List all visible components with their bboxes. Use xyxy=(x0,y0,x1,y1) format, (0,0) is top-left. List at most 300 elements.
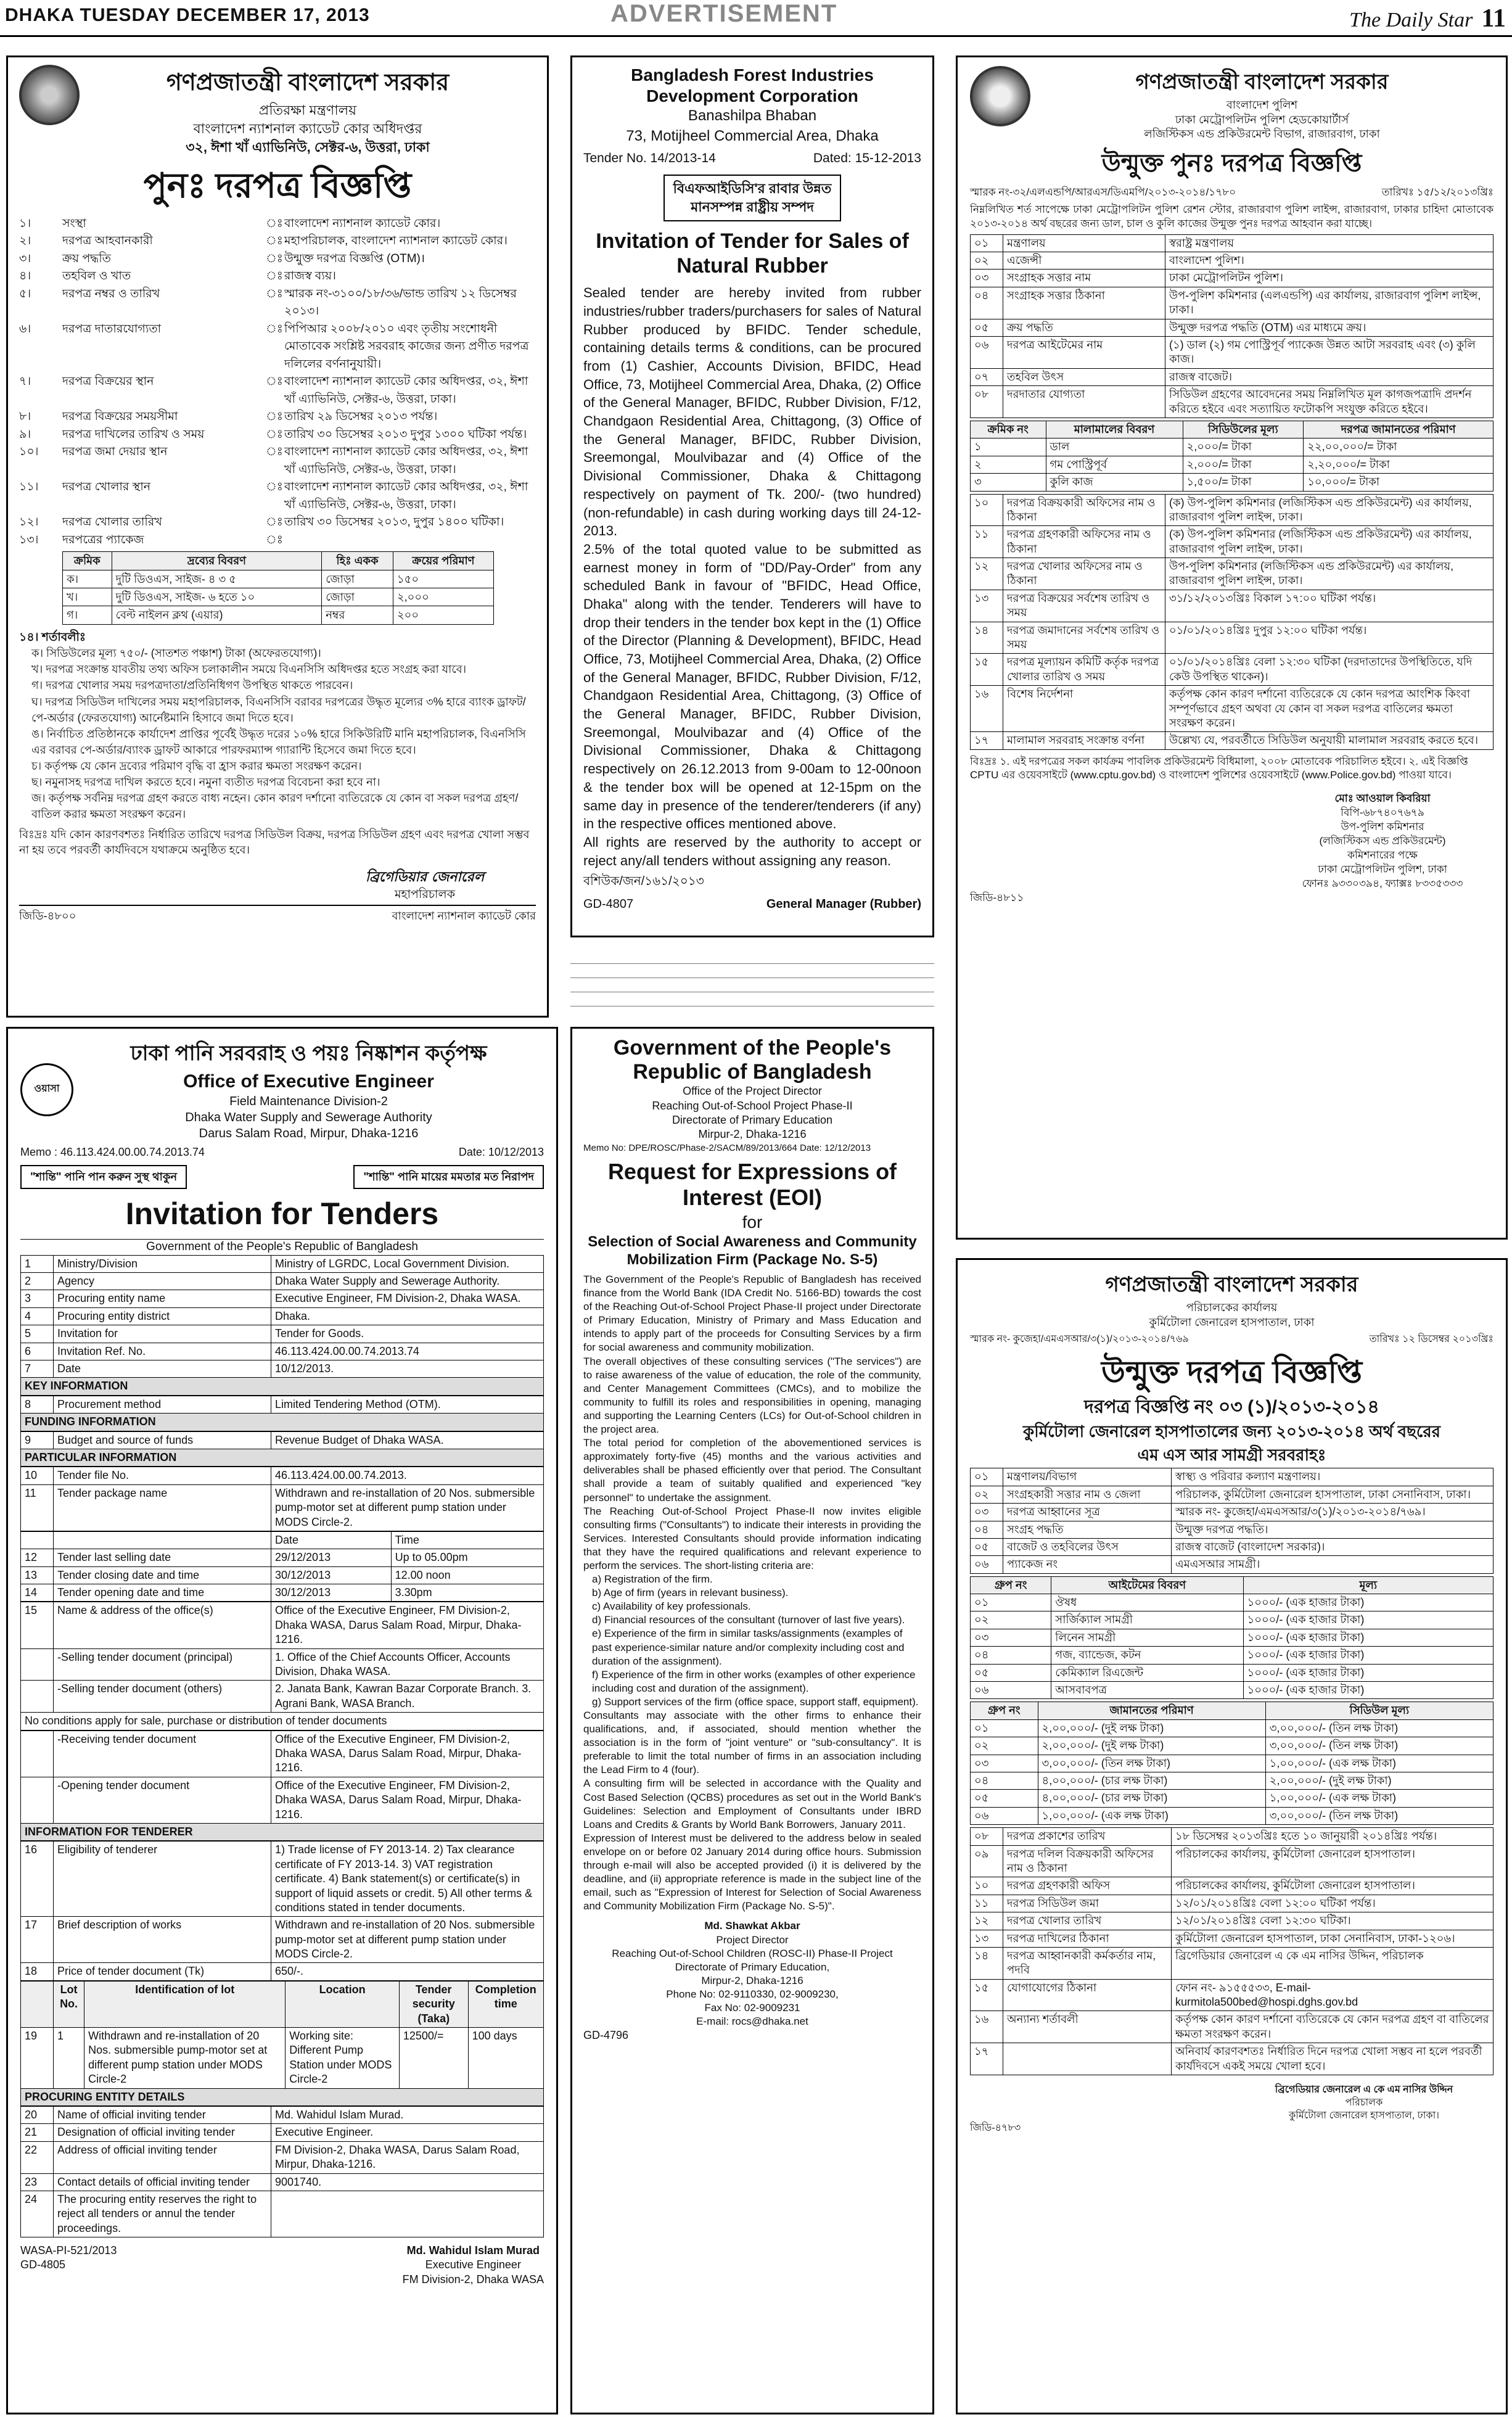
table-row xyxy=(971,336,1494,368)
table-cell: কুলি কাজ xyxy=(1046,474,1183,491)
table-cell: ১২ xyxy=(971,558,1003,590)
row-value xyxy=(284,532,536,549)
terms-list xyxy=(19,645,536,822)
table-cell: দরপত্র আহ্বানের সূত্র xyxy=(1003,1504,1172,1521)
table-header: Completion time xyxy=(468,1981,543,2027)
table-cell: দরপত্র বিক্রয়ের সর্বশেষ তারিখ ও সময় xyxy=(1003,590,1165,622)
table-cell: ১৭ xyxy=(971,732,1003,749)
table-row xyxy=(971,1594,1494,1611)
term-item: জ। কর্তৃপক্ষ সর্বনিম্ন দরপত্র গ্রহণ করতে বাধ্য নহেন। কোন কারণ দর্শানো ব্যতিরেকে যে কোন বা সকল দরপত্র গ্রহণ/বাতিল করার ক্ষমতা সংরক্ষণ করেন। xyxy=(31,792,519,821)
table-cell xyxy=(21,1681,54,1713)
address: 73, Motijheel Commercial Area, Dhaka xyxy=(626,127,879,144)
row-value: মহাপরিচালক, বাংলাদেশ ন্যাশনাল ক্যাডেট কোর। xyxy=(284,234,507,248)
table-cell: 1) Trade license of FY 2013-14. 2) Tax clearance certificate of FY 2013-14. 3) VAT registration certificate. 4) Bank statement(s) or certificate(s) in support of liquid assets or credit. 5) All other terms & conditions stated in tender documents. xyxy=(271,1842,544,1917)
wasa-table-a xyxy=(20,1255,544,1378)
table-cell xyxy=(1003,2043,1172,2075)
gov-title: গণপ্রজাতন্ত্রী বাংলাদেশ সরকার xyxy=(166,70,450,96)
info-row xyxy=(19,479,536,514)
table-cell: 12 xyxy=(21,1549,54,1566)
table-cell: এজেন্সী xyxy=(1003,252,1165,270)
division: Field Maintenance Division-2 xyxy=(229,1095,388,1109)
ad-dmp xyxy=(956,56,1508,1240)
package-cell: ২,০০০ xyxy=(393,588,493,606)
office: পরিচালকের কার্যালয় xyxy=(1186,1301,1278,1314)
table-row xyxy=(21,2141,544,2173)
package-header: ক্রয়ের পরিমাণ xyxy=(393,552,493,570)
table-row xyxy=(21,2106,544,2123)
table-cell: ১ xyxy=(971,438,1046,456)
row-num: ৩। xyxy=(19,252,31,265)
table-cell: ১৫ xyxy=(971,1979,1003,2011)
table-cell: পরিচালকের কার্যালয়, কুর্মিটোলা জেনারেল হাসপাতাল। xyxy=(1172,1845,1494,1877)
table-cell: ০৩ xyxy=(971,1755,1038,1772)
table-cell: ৩ xyxy=(971,474,1046,491)
info-row xyxy=(19,408,536,426)
table-cell: সংগ্রাহক সত্তার ঠিকানা xyxy=(1003,287,1165,319)
table-cell: দরপত্র আহ্বানকারী কর্মকর্তার নাম, পদবি xyxy=(1003,1947,1172,1979)
table-row xyxy=(971,2011,1494,2043)
sign-title: ব্রিগেডিয়ার জেনারেল এ কে এম নাসির উদ্দিন xyxy=(1275,2085,1453,2096)
sign-name: Md. Shawkat Akbar xyxy=(704,1920,800,1932)
department: বাংলাদেশ ন্যাশনাল ক্যাডেট কোর অধিদপ্তর xyxy=(193,120,422,136)
table-cell: Address of official inviting tender xyxy=(54,2141,271,2173)
table-cell: ১০০০/- (এক হাজার টাকা) xyxy=(1243,1629,1493,1646)
package-header: হিঃ একক xyxy=(322,552,393,570)
info-row xyxy=(19,514,536,532)
sec-fund: FUNDING INFORMATION xyxy=(20,1414,544,1431)
info-row xyxy=(19,250,536,268)
table-row xyxy=(971,287,1494,319)
police-emblem-icon xyxy=(970,66,1030,126)
table-cell: রাজস্ব বাজেট (বাংলাদেশ সরকার)। xyxy=(1172,1538,1494,1555)
table-cell: ১২ xyxy=(971,1912,1003,1930)
table-cell: 2 xyxy=(21,1273,54,1290)
table-cell: ১৩ xyxy=(971,590,1003,622)
info-rows xyxy=(19,215,536,549)
table-row xyxy=(971,1682,1494,1699)
title-2: দরপত্র বিজ্ঞপ্তি নং ০৩ (১)/২০১৩-২০১৪ xyxy=(1084,1396,1379,1417)
wasa-table-e xyxy=(20,1531,544,1602)
table-cell: Name of official inviting tender xyxy=(54,2106,271,2123)
intro: নিম্নলিখিত শর্ত সাপেক্ষে ঢাকা মেট্রোপলিটন পুলিশ রেশন স্টোর, রাজারবাগ পুলিশ লাইন্স, রাজারবাগ, ঢাকার চাহিদা মোতাবেক ২০১৩-২০১৪ অর্থ বছরের জন্য ডাল, চাল ও কুলি কাজের উন্মুক্ত পুনঃ দরপত্র আহবান করা যাচ্ছে। xyxy=(970,204,1494,229)
table-cell: দরপত্র সিডিউল জমা xyxy=(1003,1895,1172,1912)
table-row xyxy=(21,1584,544,1602)
table-cell: ঔষধ xyxy=(1051,1594,1243,1611)
table-cell: Withdrawn and re-installation of 20 Nos. submersible pump-motor set at different pump station under MODS Circle-2. xyxy=(271,1917,544,1963)
table-cell: (১) ডাল (২) গম পোস্ট্রিপূর্ব প্যাকেজ উন্নত আটা সরবরাহ এবং (৩) কুলি কাজ। xyxy=(1165,336,1494,368)
table-cell: দরপত্র জমাদানের সর্বশেষ তারিখ ও সময় xyxy=(1003,622,1165,654)
ad-title: Request for Expressions of Interest (EOI) xyxy=(607,1159,897,1210)
table-cell: Budget and source of funds xyxy=(54,1431,271,1449)
info-row xyxy=(19,215,536,233)
row-num: ১। xyxy=(19,216,31,230)
table-cell: Up to 05.00pm xyxy=(391,1549,543,1566)
row-label: দরপত্র খোলার স্থান xyxy=(62,480,151,494)
row-label: দরপত্র দাখিলের তারিখ ও সময় xyxy=(62,427,205,441)
table-cell: ০২ xyxy=(971,1486,1003,1503)
table-cell: ০৪ xyxy=(971,1772,1038,1790)
table-cell: ১১ xyxy=(971,1895,1003,1912)
table-row xyxy=(21,1431,544,1449)
table-cell: ১১ xyxy=(971,526,1003,558)
table-row xyxy=(971,474,1494,491)
table-row xyxy=(971,234,1494,252)
row-value: স্মারক নং-৩১০০/১৮/৩৬/ভান্ড তারিখ ১২ ডিসেম্বর ২০১৩। xyxy=(284,287,517,318)
sign-title: ব্রিগেডিয়ার জেনারেল xyxy=(365,868,485,885)
table-row xyxy=(971,590,1494,622)
table-cell: ফোন নং- ৯১৫৫৫৩৩, E-mail- kurmitola500bed@hospi.dghs.gov.bd xyxy=(1172,1979,1494,2011)
criteria-item: c) Availability of key professionals. xyxy=(592,1600,751,1613)
table-cell: পরিচালক, কুর্মিটোলা জেনারেল হাসপাতাল, ঢাকা সেনানিবাস, ঢাকা। xyxy=(1172,1486,1494,1503)
memo-date: তারিখঃ ১২ ডিসেম্বর ২০১৩খ্রিঃ xyxy=(1369,1333,1494,1344)
masthead xyxy=(0,0,1512,37)
lot-cell: 19 xyxy=(21,2028,54,2089)
sign-org: বাংলাদেশ ন্যাশনাল ক্যাডেট কোর xyxy=(392,910,536,923)
table-cell: কুর্মিটোলা জেনারেল হাসপাতাল, ঢাকা সেনানিবাস, ঢাকা-১২০৬। xyxy=(1172,1930,1494,1947)
sec-info: INFORMATION FOR TENDERER xyxy=(20,1824,544,1841)
row-value: রাজস্ব ব্যয়। xyxy=(284,270,336,283)
lot-table xyxy=(20,1981,544,2089)
project: Reaching Out-of-School Project Phase-II xyxy=(652,1099,853,1112)
row-colon: ঃ xyxy=(266,252,283,265)
table-header: আইটেমের বিবরণ xyxy=(1051,1576,1243,1594)
table-cell: Designation of official inviting tender xyxy=(54,2124,271,2141)
table-row xyxy=(971,1877,1494,1895)
table-cell: 2. Janata Bank, Kawran Bazar Corporate Branch. 3. Agrani Bank, WASA Branch. xyxy=(271,1681,544,1713)
row-colon: ঃ xyxy=(266,427,283,441)
table-cell: গম পোস্ট্রিপূর্ব xyxy=(1046,456,1183,473)
memo: Memo No: DPE/ROSC/Phase-2/SACM/89/2013/664 Date: 12/12/2013 xyxy=(583,1142,871,1153)
ad-wasa xyxy=(6,1027,558,2414)
sign-name: Md. Wahidul Islam Murad xyxy=(406,2244,540,2257)
table-row xyxy=(21,1273,544,1290)
package-cell: ১৫০ xyxy=(393,570,493,588)
hospital: কুর্মিটোলা জেনারেল হাসপাতাল, ঢাকা xyxy=(1149,1315,1315,1328)
row-label: দরপত্র বিক্রয়ের সময়সীমা xyxy=(62,410,178,424)
table-cell: পরিচালকের কার্যালয়, কুর্মিটোলা জেনারেল হাসপাতাল। xyxy=(1172,1877,1494,1895)
table-row xyxy=(971,1947,1494,1979)
address: Mirpur-2, Dhaka-1216 xyxy=(698,1128,807,1141)
table-cell: Executive Engineer. xyxy=(271,2124,544,2141)
table-row xyxy=(21,1602,544,1648)
table-cell: ১৬ xyxy=(971,2011,1003,2043)
table-cell: ১০০০/- (এক হাজার টাকা) xyxy=(1243,1647,1493,1664)
table-cell: 8 xyxy=(21,1396,54,1413)
table-cell: ডাল xyxy=(1046,438,1183,456)
info-row xyxy=(19,321,536,374)
table-cell: -Selling tender document (principal) xyxy=(54,1648,271,1681)
table-cell: 14 xyxy=(21,1584,54,1602)
authority: Dhaka Water Supply and Sewerage Authority xyxy=(185,1111,432,1125)
table-cell: ০১ xyxy=(971,1594,1051,1611)
table-cell: ঢাকা মেট্রোপলিটন পুলিশ। xyxy=(1165,270,1494,287)
table-row xyxy=(971,1719,1494,1737)
table-row xyxy=(971,319,1494,336)
gov-title: গণপ্রজাতন্ত্রী বাংলাদেশ সরকার xyxy=(1105,1273,1358,1296)
table-cell: উপ-পুলিশ কমিশনার (লজিস্টিকস এন্ড প্রকিউরমেন্ট) এর কার্যালয়, রাজারবাগ পুলিশ লাইন্স, ঢাকা। xyxy=(1165,558,1494,590)
info-row xyxy=(19,286,536,321)
table-cell: স্মারক নং- কুজেহা/এমএসআর/৩(১)/২০১৩-২০১৪/৭৬৯। xyxy=(1172,1504,1494,1521)
table-header: জামানতের পরিমাণ xyxy=(1038,1702,1265,1719)
table-cell: Tender for Goods. xyxy=(271,1325,544,1343)
lot-cell: Withdrawn and re-installation of 20 Nos. submersible pump-motor set at different pump station under MODS Circle-2 xyxy=(84,2028,286,2089)
lot-cell: 12500/= xyxy=(399,2028,468,2089)
org-1: বাংলাদেশ পুলিশ xyxy=(1226,99,1298,112)
table-cell: ৪,০০,০০০/- (চার লক্ষ টাকা) xyxy=(1038,1772,1265,1790)
sign-post: উপ-পুলিশ কমিশনার xyxy=(1341,820,1424,833)
table-header: Tender security (Taka) xyxy=(399,1981,468,2027)
table-cell: ২,০০,০০০/- (দুই লক্ষ টাকা) xyxy=(1265,1772,1493,1790)
table-cell: ১০,০০০/= টাকা xyxy=(1304,474,1494,491)
row-value: বাংলাদেশ ন্যাশনাল ক্যাডেট কোর। xyxy=(284,216,441,230)
table-row xyxy=(21,1681,544,1713)
table-cell xyxy=(21,1777,54,1823)
table-row xyxy=(971,1521,1494,1538)
table-cell: Limited Tendering Method (OTM). xyxy=(271,1396,544,1413)
table-cell: মালামাল সরবরাহ সংক্রান্ত বর্ণনা xyxy=(1003,732,1165,749)
table-row xyxy=(971,1979,1494,2011)
para-3: The total period for completion of the abovementioned services is approximately forty-five (45) months and the various activities and deliverables shall be phased efficiently over that period. The Consultant shall provide a team of suitably qualified and experienced "key personnel" to undertake the assignment. xyxy=(583,1437,921,1504)
date-header: Date xyxy=(271,1531,392,1549)
office: Office of the Project Director xyxy=(683,1085,822,1098)
ministry: প্রতিরক্ষা মন্ত্রণালয় xyxy=(258,102,357,118)
for: for xyxy=(742,1212,763,1232)
row-colon: ঃ xyxy=(266,516,283,529)
row-num: ১০। xyxy=(19,445,39,459)
table-cell: Contact details of official inviting tender xyxy=(54,2173,271,2191)
gd-code: GD-4796 xyxy=(583,2029,629,2042)
table-row xyxy=(971,732,1494,749)
table-row xyxy=(21,1777,544,1823)
org-bn: ঢাকা পানি সরবরাহ ও পয়ঃ নিষ্কাশন কর্তৃপক্ষ xyxy=(130,1042,487,1065)
bncc-emblem-icon xyxy=(19,65,80,125)
package-row xyxy=(63,588,494,606)
table-cell: ১৫ xyxy=(971,654,1003,686)
gd-code: GD-4807 xyxy=(583,897,634,912)
table-cell: ১০০০/- (এক হাজার টাকা) xyxy=(1243,1682,1493,1699)
table-header: ক্রমিক নং xyxy=(971,421,1046,438)
table-cell: দরপত্র গ্রহণকারী অফিস xyxy=(1003,1877,1172,1895)
table-cell: দরপত্র বিক্রয়কারী অফিসের নাম ও ঠিকানা xyxy=(1003,494,1165,526)
row-num: ২। xyxy=(19,234,31,248)
table-cell: দরপত্র দলিল বিক্রয়কারী অফিসের নাম ও ঠিকানা xyxy=(1003,1845,1172,1877)
lot-cell: 1 xyxy=(54,2028,84,2089)
row-num: ৮। xyxy=(19,410,31,424)
table-cell: ৪,০০,০০০/- (চার লক্ষ টাকা) xyxy=(1038,1790,1265,1807)
table-cell: মন্ত্রণালয় xyxy=(1003,234,1165,252)
table-cell: বিশেষ নির্দেশনা xyxy=(1003,686,1165,732)
info-row xyxy=(19,443,536,479)
row-value: বাংলাদেশ ন্যাশনাল ক্যাডেট কোর অধিদপ্তর, ৩২, ঈশা খাঁ এ্যাভিনিউ, সেক্টর-৬, উত্তরা, ঢাকা। xyxy=(284,375,528,406)
table-row xyxy=(971,686,1494,732)
table-cell: 17 xyxy=(21,1917,54,1963)
table-cell: রাজস্ব বাজেট। xyxy=(1165,368,1494,385)
package-header: ক্রমিক xyxy=(63,552,112,570)
ad-kurmitola xyxy=(956,1258,1508,2414)
table-row xyxy=(21,1396,544,1413)
table-header: সিডিউলের মূল্য xyxy=(1183,421,1304,438)
table-cell: 6 xyxy=(21,1343,54,1360)
table-cell: Brief description of works xyxy=(54,1917,271,1963)
table-cell: 650/-. xyxy=(271,1963,544,1980)
package-cell: খ। xyxy=(63,588,112,606)
row-label: দরপত্র বিক্রয়ের স্থান xyxy=(62,375,154,389)
row-num: ৬। xyxy=(19,322,31,335)
table-cell: -Receiving tender document xyxy=(54,1731,271,1777)
table-cell: 30/12/2013 xyxy=(271,1566,392,1584)
table-cell: কর্তৃপক্ষ কোন কারণ দর্শানো ব্যতিরেকে যে কোন দরপত্র গ্রহণ বা বাতিলের ক্ষমতা সংরক্ষণ করেন। xyxy=(1172,2011,1494,2043)
ad-bfidc xyxy=(570,56,934,937)
table-cell: কর্তৃপক্ষ কোন কারণ দর্শানো ব্যতিরেকে যে কোন দরপত্র আংশিক কিংবা সম্পূর্ণভাবে গ্রহণ অথবা যে কোন বা সকল দরপত্র বাতিলের ক্ষমতা সংরক্ষণ করেন। xyxy=(1165,686,1494,732)
table-row xyxy=(971,1664,1494,1681)
info-row xyxy=(19,426,536,444)
gov-title: গণপ্রজাতন্ত্রী বাংলাদেশ সরকার xyxy=(1135,70,1389,94)
table-row xyxy=(21,1467,544,1484)
body-1: Sealed tender are hereby invited from rubber industries/rubber traders/purchasers for sales of Natural Rubber produced by BFIDC. Tender schedule, containing details terms & conditions, can be procured from (1) Cashier, Accounts Division, BFIDC, Head Office, 73, Motijheel Commercial Area, Dhaka, (2) Office of the General Manager, BFIDC, Rubber Division, F/12, Chandgaon Residential Area, Chittagong, (3) Office of the General Manager, BFIDC, Rubber Division, Sreemongal, Moulvibazar and (4) Office of the Divisional Commissioner, Dhaka & Chittagong respectively on payment of Tk. 200/- (two hundred) (non-refundable) in cash during working days till 24-12-2013. xyxy=(583,285,921,539)
table-cell: ব্রিগেডিয়ার জেনারেল এ কে এম নাসির উদ্দিন, পরিচালক xyxy=(1172,1947,1494,1979)
term-item: গ। দরপত্র খোলার সময় দরপত্রদাতা/প্রতিনিধিগণ উপস্থিত থাকতে পারবেন। xyxy=(31,679,353,692)
table-row xyxy=(971,1486,1494,1503)
table-cell: ০১ xyxy=(971,1719,1038,1737)
table-cell: এমএসআর সামগ্রী। xyxy=(1172,1556,1494,1573)
term-item: চ। কর্তৃপক্ষ যে কোন দ্রব্যের পরিমাণ বৃদ্ধি বা হ্রাস করার ক্ষমতা সংরক্ষণ করেন। xyxy=(31,759,362,772)
row-value: পিপিআর ২০০৮/২০১০ এবং তৃতীয় সংশোধনী মোতাবেক সংশ্লিষ্ট সরবরাহ কাজের জন্য প্রণীত দরপত্র দলিলের বর্ণনানুযায়ী। xyxy=(284,322,529,371)
office: Office of Executive Engineer xyxy=(183,1071,434,1092)
table-cell: ০৩ xyxy=(971,270,1003,287)
table-cell: 20 xyxy=(21,2106,54,2123)
criteria-list xyxy=(583,1573,921,1709)
table-cell: বাংলাদেশ পুলিশ। xyxy=(1165,252,1494,270)
package-table xyxy=(62,551,494,624)
table-cell: 3 xyxy=(21,1290,54,1307)
table-cell: Md. Wahidul Islam Murad. xyxy=(271,2106,544,2123)
wasa-logo-icon: ওয়াসা xyxy=(20,1063,73,1116)
table-cell: ৩,০০,০০০/- (তিন লক্ষ টাকা) xyxy=(1038,1755,1265,1772)
table-cell: ০৫ xyxy=(971,1790,1038,1807)
table-cell: Agency xyxy=(54,1273,271,1290)
table-row xyxy=(971,1912,1494,1930)
row-label: দরপত্র খোলার তারিখ xyxy=(62,516,162,529)
row-label: দরপত্র দাতারযোগ্যতা xyxy=(62,322,162,335)
body-3: All rights are reserved by the authority to accept or reject any/all tenders without assigning any reason. xyxy=(583,834,921,868)
table-header: Identification of lot xyxy=(84,1981,286,2027)
table-row xyxy=(971,526,1494,558)
package-cell: ক। xyxy=(63,570,112,588)
paper-name: The Daily Star 11 xyxy=(1349,4,1506,33)
table-cell: 46.113.424.00.00.74.2013.74 xyxy=(271,1343,544,1360)
table-cell: প্যাকেজ নং xyxy=(1003,1556,1172,1573)
table-cell: ০৬ xyxy=(971,1682,1051,1699)
gov-title: Government of the People's Republic of Bangladesh xyxy=(613,1036,892,1084)
table-cell: 1. Office of the Chief Accounts Officer, Accounts Division, Dhaka WASA. xyxy=(271,1648,544,1681)
table-cell: দরপত্র মূল্যায়ন কমিটি কর্তৃক দরপত্র খোলার তারিখ ও সময় xyxy=(1003,654,1165,686)
sec-part: PARTICULAR INFORMATION xyxy=(20,1449,544,1467)
table-row xyxy=(21,1290,544,1307)
table-header: গ্রুপ নং xyxy=(971,1576,1051,1594)
table-cell: ২ xyxy=(971,456,1046,473)
table-cell: ১৩ xyxy=(971,1930,1003,1947)
table-cell: ০৩ xyxy=(971,1629,1051,1646)
table-cell: Date xyxy=(54,1360,271,1378)
table-cell xyxy=(21,1731,54,1777)
table-cell: ৩,০০,০০০/- (তিন লক্ষ টাকা) xyxy=(1265,1719,1493,1737)
table-cell: Tender file No. xyxy=(54,1467,271,1484)
table-cell: 10/12/2013. xyxy=(271,1360,544,1378)
table-cell xyxy=(21,1648,54,1681)
sign-phone: ফোনঃ ৯৩৩০৩৯৪, ফ্যাক্সঃ ৮৩৩৫৩৩৩ xyxy=(1302,877,1463,889)
terms-title: ১৪। শর্তাবলীঃ xyxy=(19,630,86,644)
ad-title: পুনঃ দরপত্র বিজ্ঞপ্তি xyxy=(143,166,412,205)
table-row xyxy=(971,1504,1494,1521)
table-cell: ০২ xyxy=(971,1611,1051,1629)
table-row xyxy=(971,1538,1494,1555)
table-header: Location xyxy=(286,1981,400,2027)
table-cell: 4 xyxy=(21,1307,54,1325)
ad-title: Invitation of Tender for Sales of Natural Rubber xyxy=(596,229,909,278)
sign-name: মোঃ আওয়াল কিবরিয়া xyxy=(1334,792,1431,804)
table-cell: দরপত্র দাখিলের ঠিকানা xyxy=(1003,1930,1172,1947)
info-row xyxy=(19,373,536,408)
table-cell: 9001740. xyxy=(271,2173,544,2191)
row-label: দরপত্রের প্যাকেজ xyxy=(62,533,144,546)
table-cell: ১২/০১/২০১৪খ্রিঃ বেলা ১২:০০ ঘটিকা পর্যন্ত। xyxy=(1172,1895,1494,1912)
table-cell: ১,০০,০০০/- (এক লক্ষ টাকা) xyxy=(1265,1790,1493,1807)
table-cell: স্বাস্থ্য ও পরিবার কল্যাণ মন্ত্রণালয়। xyxy=(1172,1468,1494,1486)
table-cell: ০১/০১/২০১৪খ্রিঃ দুপুর ১২:০০ ঘটিকা পর্যন্ত। xyxy=(1165,622,1494,654)
page-number: 11 xyxy=(1481,4,1506,33)
sign-post: Project Director xyxy=(716,1933,789,1946)
table-cell: ১০০০/- (এক হাজার টাকা) xyxy=(1243,1664,1493,1681)
table-row xyxy=(21,1549,544,1566)
table-cell: বাজেট ও তহবিলের উৎস xyxy=(1003,1538,1172,1555)
table-cell: ০১ xyxy=(971,234,1003,252)
ref: WASA-PI-521/2013 xyxy=(20,2244,117,2257)
para-6: A consulting firm will be selected in accordance with the Quality and Cost Based Selection (QCBS) procedures as set out in the World Bank's Guidelines: Selection and Employment of Consultants under IBRD Loans and Credits & Grants by World Bank Borrowers, January 2011. xyxy=(583,1777,921,1830)
table-cell: ০২ xyxy=(971,1737,1038,1755)
tender-date: Dated: 15-12-2013 xyxy=(813,150,921,165)
ad-title: উন্মুক্ত দরপত্র বিজ্ঞপ্তি xyxy=(1101,1354,1362,1389)
table-cell: ১৪ xyxy=(971,1947,1003,1979)
table-cell: ১,০০,০০০/- (এক লক্ষ টাকা) xyxy=(1265,1755,1493,1772)
subtitle: Selection of Social Awareness and Community Mobilization Firm (Package No. S-5) xyxy=(588,1233,917,1269)
table-header: মূল্য xyxy=(1243,1576,1493,1594)
table-cell: ০৯ xyxy=(971,1845,1003,1877)
wasa-table-h xyxy=(20,1841,544,1981)
table-cell: ০৬ xyxy=(971,336,1003,368)
table-cell: 29/12/2013 xyxy=(271,1549,392,1566)
slogan-1: "শান্তি" পানি পান করুন সুস্থ থাকুন xyxy=(20,1165,187,1189)
table-row xyxy=(21,1963,544,1980)
table-row xyxy=(971,1790,1494,1807)
table-cell: (ক) উপ-পুলিশ কমিশনার (লজিস্টিকস এন্ড প্রকিউরমেন্ট) এর কার্যালয়, রাজারবাগ পুলিশ লাইন্স, ঢাকা। xyxy=(1165,494,1494,526)
table-cell: ১০ xyxy=(971,494,1003,526)
table-cell: ০৬ xyxy=(971,1807,1038,1824)
criteria-item: e) Experience of the firm in similar tasks/assignments (examples of past experience-similar nature and/or complexity including cost and duration of the assignment). xyxy=(592,1628,905,1667)
term-item: ছ। নমুনাসহ দরপত্র দাখিল করতে হবে। নমুনা ব্যতীত দরপত্র বিবেচনা করা হবে না। xyxy=(31,776,380,789)
sign-fax: Fax No: 02-9009231 xyxy=(704,2001,800,2014)
slogan-box: বিএফআইডিসি'র রাবার উন্নত মানসম্পন্ন রাষ্ট্রীয় সম্পদ xyxy=(664,175,842,221)
table-cell: দরদাতার যোগ্যতা xyxy=(1003,386,1165,418)
gov-line: Government of the People's Republic of Bangladesh xyxy=(20,1239,544,1255)
table-cell: 12.00 noon xyxy=(391,1566,543,1584)
table-cell: 18 xyxy=(21,1963,54,1980)
sign-for: কমিশনারের পক্ষে xyxy=(1347,849,1418,861)
ad-code: জিডি-৪৮০০ xyxy=(19,910,76,923)
table-cell: ক্রয় পদ্ধতি xyxy=(1003,319,1165,336)
security-table xyxy=(970,1702,1494,1825)
row-colon: ঃ xyxy=(266,270,283,283)
blank-area xyxy=(570,950,934,1018)
